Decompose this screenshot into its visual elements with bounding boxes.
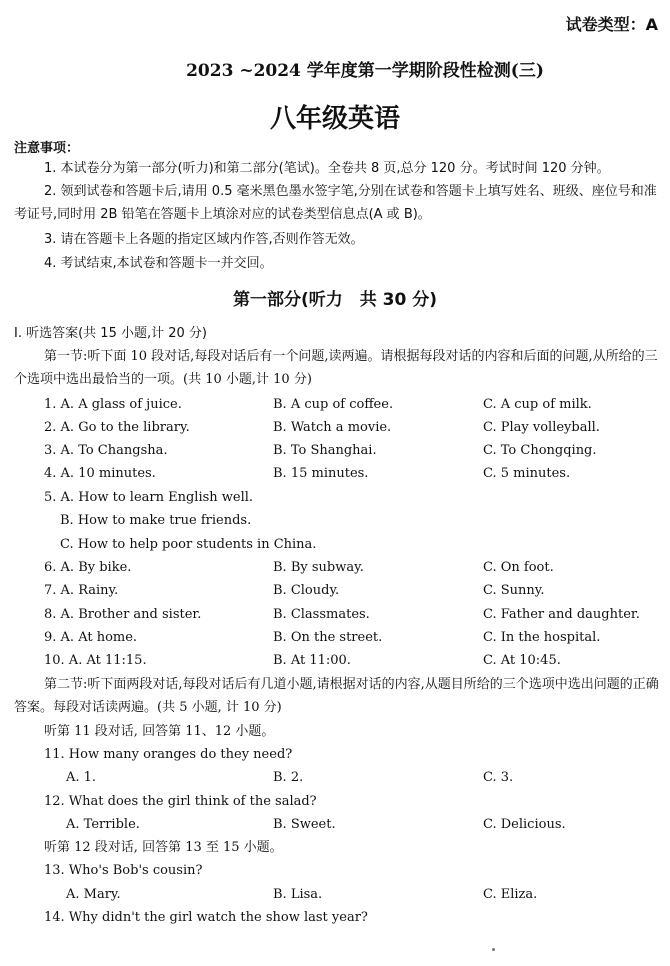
- scan-speck: [492, 948, 495, 951]
- option-c: C. Eliza.: [483, 887, 538, 902]
- dialog-instruction: 听第 11 段对话, 回答第 11、12 小题。: [44, 724, 275, 739]
- option-b: B. Watch a movie.: [273, 420, 392, 435]
- question-stem: 11. How many oranges do they need?: [44, 747, 293, 762]
- option-c: C. Sunny.: [483, 583, 545, 598]
- question-row: [0, 766, 670, 789]
- option-b: B. 15 minutes.: [273, 466, 369, 481]
- option-b: B. Classmates.: [273, 607, 370, 622]
- dialog-instruction: 听第 12 段对话, 回答第 13 至 15 小题。: [44, 840, 283, 855]
- question-row: [0, 393, 670, 416]
- option-c: C. A cup of milk.: [483, 397, 592, 412]
- question-row: [0, 486, 670, 509]
- question-row: [0, 649, 670, 672]
- option-c: C. Father and daughter.: [483, 607, 640, 622]
- question-row: [0, 603, 670, 626]
- option-b: B. At 11:00.: [273, 653, 351, 668]
- option-b: B. A cup of coffee.: [273, 397, 394, 412]
- question-row: [0, 813, 670, 836]
- sub2-intro: 第二节:听下面两段对话,每段对话后有几道小题,请根据对话的内容,从题目所给的三个选项中选出问题的正确答案。每段对话读两遍。(共 5 小题, 计 10 分): [14, 677, 659, 715]
- sub1-intro: 第一节:听下面 10 段对话,每段对话后有一个问题,读两遍。请根据每段对话的内容和后面的问题,从所给的三个选项中选出最恰当的一项。(共 10 小题,计 10 分): [14, 349, 658, 387]
- option-c: C. 3.: [483, 770, 514, 785]
- question-row: [0, 883, 670, 906]
- question-row: [0, 533, 670, 556]
- option-a: 8. A. Brother and sister.: [44, 607, 202, 622]
- question-stem: 13. Who's Bob's cousin?: [44, 863, 203, 878]
- part1-title: 第一部分(听力 共 30 分): [232, 290, 438, 310]
- option-b: B. 2.: [273, 770, 304, 785]
- paper-type-label: 试卷类型：A: [565, 15, 658, 34]
- option-c: C. On foot.: [483, 560, 554, 575]
- option-b: B. How to make true friends.: [60, 513, 252, 528]
- option-a: A. 1.: [66, 770, 97, 785]
- option-b: B. Lisa.: [273, 887, 323, 902]
- notice-heading: 注意事项：: [14, 141, 80, 156]
- option-a: A. Terrible.: [66, 817, 140, 832]
- notice-item-1: 1. 本试卷分为第一部分(听力)和第二部分(笔试)。全卷共 8 页,总分 120 分。考试时间 120 分钟。: [44, 161, 610, 176]
- option-a: 5. A. How to learn English well.: [44, 490, 254, 505]
- option-c: C. At 10:45.: [483, 653, 561, 668]
- question-row: [0, 626, 670, 649]
- option-a: 9. A. At home.: [44, 630, 138, 645]
- section1-title: Ⅰ. 听选答案(共 15 小题,计 20 分): [14, 326, 207, 341]
- notice-item-3: 3. 请在答题卡上各题的指定区域内作答,否则作答无效。: [44, 232, 364, 247]
- option-a: 3. A. To Changsha.: [44, 443, 168, 458]
- question-row: [0, 462, 670, 485]
- option-c: C. Delicious.: [483, 817, 566, 832]
- option-c: C. 5 minutes.: [483, 466, 571, 481]
- option-a: A. Mary.: [66, 887, 121, 902]
- question-row: [0, 509, 670, 532]
- notice-item-4: 4. 考试结束,本试卷和答题卡一并交回。: [44, 256, 273, 271]
- option-b: B. Sweet.: [273, 817, 336, 832]
- option-a: 2. A. Go to the library.: [44, 420, 190, 435]
- question-stem: 12. What does the girl think of the salad?: [44, 794, 317, 809]
- option-a: 6. A. By bike.: [44, 560, 132, 575]
- option-c: C. How to help poor students in China.: [60, 537, 317, 552]
- question-row: [0, 579, 670, 602]
- notice-item-2: 2. 领到试卷和答题卡后,请用 0.5 毫米黑色墨水签字笔,分别在试卷和答题卡上填写姓名、班级、座位号和准考证号,同时用 2B 铅笔在答题卡上填涂对应的试卷类型信息点(A 或 B)。: [14, 184, 657, 222]
- option-b: B. To Shanghai.: [273, 443, 377, 458]
- option-c: C. In the hospital.: [483, 630, 601, 645]
- option-b: B. By subway.: [273, 560, 364, 575]
- option-c: C. Play volleyball.: [483, 420, 600, 435]
- option-c: C. To Chongqing.: [483, 443, 597, 458]
- option-b: B. On the street.: [273, 630, 383, 645]
- option-b: B. Cloudy.: [273, 583, 340, 598]
- option-a: 7. A. Rainy.: [44, 583, 119, 598]
- question-stem: 14. Why didn't the girl watch the show last year?: [44, 910, 368, 925]
- page-title: 八年级英语: [269, 104, 400, 134]
- question-row: [0, 556, 670, 579]
- question-row: [0, 416, 670, 439]
- option-a: 1. A. A glass of juice.: [44, 397, 182, 412]
- exam-header: 2023 ~2024 学年度第一学期阶段性检测(三): [186, 61, 544, 81]
- question-row: [0, 439, 670, 462]
- option-a: 4. A. 10 minutes.: [44, 466, 156, 481]
- option-a: 10. A. At 11:15.: [44, 653, 147, 668]
